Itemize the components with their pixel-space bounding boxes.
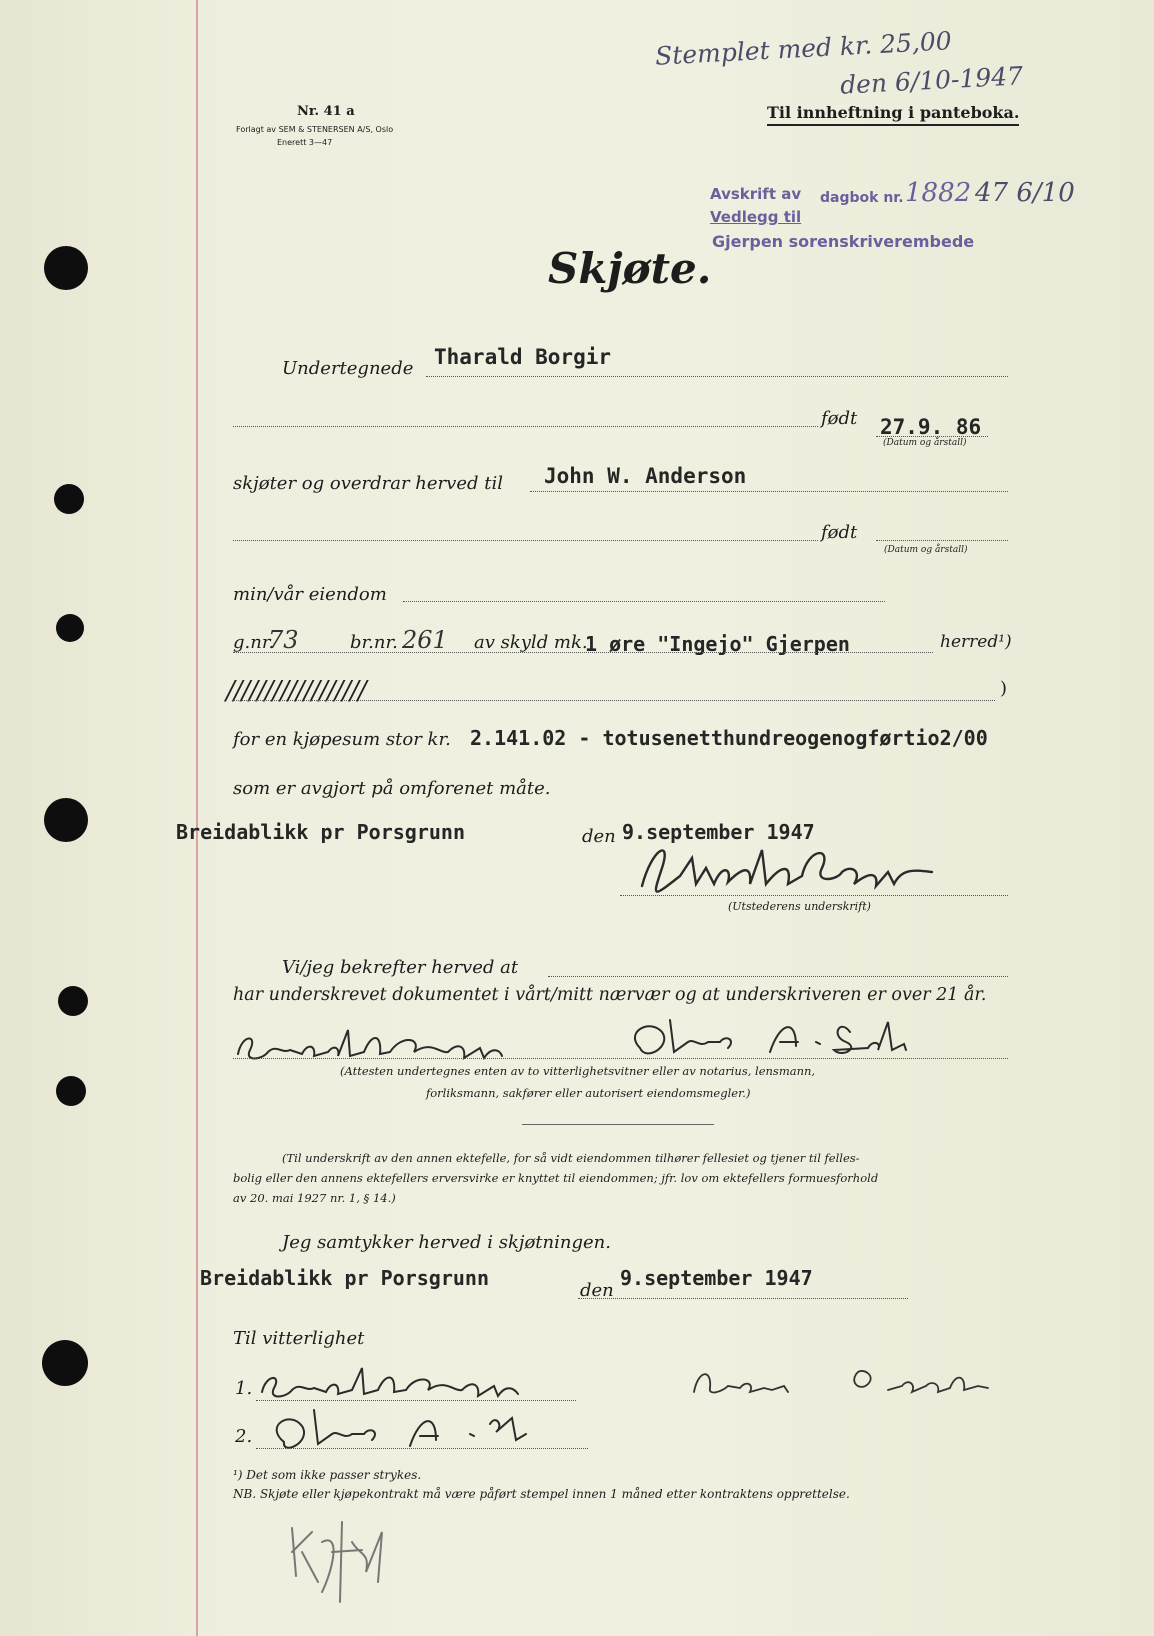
- document-title: Skjøte.: [548, 244, 712, 293]
- publisher-line: Forlagt av SEM & STENERSEN A/S, Oslo: [236, 125, 394, 134]
- static-text: som er avgjort på omforenet måte.: [233, 778, 551, 799]
- static-text: Til vitterlighet: [233, 1328, 365, 1349]
- consent-date: 9.september 1947: [620, 1266, 813, 1290]
- stamp-handwritten: 47 6/10: [975, 178, 1075, 208]
- dotted-line: [548, 976, 1008, 977]
- witness-signature: [232, 1024, 572, 1068]
- dotted-line: [876, 436, 988, 437]
- dotted-line: [233, 652, 933, 653]
- signing-date: 9.september 1947: [622, 820, 815, 844]
- field-hint: (Datum og årstall): [884, 545, 968, 555]
- dotted-line: [530, 491, 1008, 492]
- field-value: 27.9. 86: [880, 415, 982, 439]
- static-text: har underskrevet dokumentet i vårt/mitt nærvær og at underskriveren er over 21 år.: [233, 985, 987, 1005]
- field-hint: (Datum og årstall): [883, 438, 967, 448]
- handwritten-initials: [282, 1512, 402, 1608]
- dotted-line: [578, 1298, 908, 1299]
- field-value: John W. Anderson: [544, 464, 747, 488]
- witness-signature: [260, 1404, 560, 1454]
- field-value: 261: [402, 626, 448, 654]
- signing-place: Breidablikk pr Porsgrunn: [176, 820, 465, 844]
- handwritten-note: Stemplet med kr. 25,00: [654, 26, 953, 71]
- dotted-line: [256, 1400, 576, 1401]
- dotted-line: [256, 1448, 588, 1449]
- field-label: den: [582, 826, 616, 847]
- field-label: g.nr.: [233, 632, 275, 653]
- punch-hole: [42, 1340, 88, 1386]
- field-label: den: [580, 1280, 614, 1301]
- attest-note: (Attesten undertegnes enten av to vitterlighetsvitner eller av notarius, lensmann,: [340, 1064, 816, 1078]
- dotted-line: [233, 540, 818, 541]
- punch-hole: [56, 1076, 86, 1106]
- punch-hole: [44, 798, 88, 842]
- stamp-line: Avskrift av: [710, 185, 802, 203]
- divider: [522, 1124, 714, 1125]
- stamp-line: Vedlegg til: [710, 208, 802, 226]
- top-right-title: Til innheftning i panteboka.: [767, 103, 1019, 126]
- witness-number: 2.: [235, 1426, 253, 1447]
- field-value: 2.141.02 - totusenetthundreogenogførtio2/00: [470, 726, 988, 750]
- field-label: herred¹): [940, 632, 1012, 652]
- close-paren: ): [1000, 678, 1008, 699]
- dotted-line: [876, 540, 1008, 541]
- witness-signature: [620, 1012, 930, 1068]
- issuer-signature: [632, 828, 952, 902]
- punch-hole: [56, 614, 84, 642]
- field-value: Tharald Borgir: [434, 345, 612, 369]
- struck-line: //////////////////: [226, 676, 366, 706]
- stamp-number: 1882: [905, 178, 972, 208]
- consent-place: Breidablikk pr Porsgrunn: [200, 1266, 489, 1290]
- field-label: født: [821, 522, 858, 543]
- spouse-note: av 20. mai 1927 nr. 1, § 14.): [233, 1191, 396, 1205]
- field-label: br.nr.: [350, 632, 398, 653]
- spouse-note: (Til underskrift av den annen ektefelle, for så vidt eiendommen tilhører fellesiet og tjener til felles-: [282, 1151, 860, 1165]
- field-label: Undertegnede: [282, 358, 414, 379]
- handwritten-note: den 6/10-1947: [839, 61, 1024, 100]
- punch-hole: [54, 484, 84, 514]
- footnote: ¹) Det som ikke passer strykes.: [233, 1468, 422, 1482]
- margin-line: [196, 0, 198, 1636]
- field-label: av skyld mk.: [474, 632, 588, 653]
- spouse-signature: [688, 1362, 1008, 1402]
- dotted-line: [620, 895, 1008, 896]
- stamp-line: Gjerpen sorenskriverembede: [712, 232, 975, 251]
- dotted-line: [426, 376, 1008, 377]
- publisher-line: Enerett 3—47: [277, 138, 333, 147]
- static-text: Vi/jeg bekrefter herved at: [282, 957, 519, 978]
- dotted-line: [233, 426, 818, 427]
- field-label: skjøter og overdrar herved til: [233, 473, 503, 494]
- field-label: min/vår eiendom: [233, 584, 387, 605]
- field-value: 1 øre "Ingejo" Gjerpen: [585, 632, 850, 656]
- dotted-line: [403, 601, 885, 602]
- field-value: 73: [268, 626, 299, 654]
- spouse-note: bolig eller den annens ektefellers erversvirke er knyttet til eiendommen; jfr. lov om ektefellers formuesforhold: [233, 1171, 879, 1185]
- signature-caption: (Utstederens underskrift): [728, 900, 871, 913]
- stamp-line: dagbok nr.: [820, 190, 904, 206]
- footnote: NB. Skjøte eller kjøpekontrakt må være påført stempel innen 1 måned etter kontraktens opprettelse.: [233, 1487, 850, 1501]
- form-number: Nr. 41 a: [297, 104, 355, 119]
- punch-hole: [58, 986, 88, 1016]
- witness-number: 1.: [235, 1378, 253, 1399]
- dotted-line: [233, 1058, 1008, 1059]
- static-text: Jeg samtykker herved i skjøtningen.: [282, 1232, 611, 1253]
- dotted-line: [233, 700, 995, 701]
- attest-note: forliksmann, sakfører eller autorisert eiendomsmegler.): [426, 1086, 751, 1100]
- field-label: født: [821, 408, 858, 429]
- punch-hole: [44, 246, 88, 290]
- field-label: for en kjøpesum stor kr.: [233, 729, 451, 750]
